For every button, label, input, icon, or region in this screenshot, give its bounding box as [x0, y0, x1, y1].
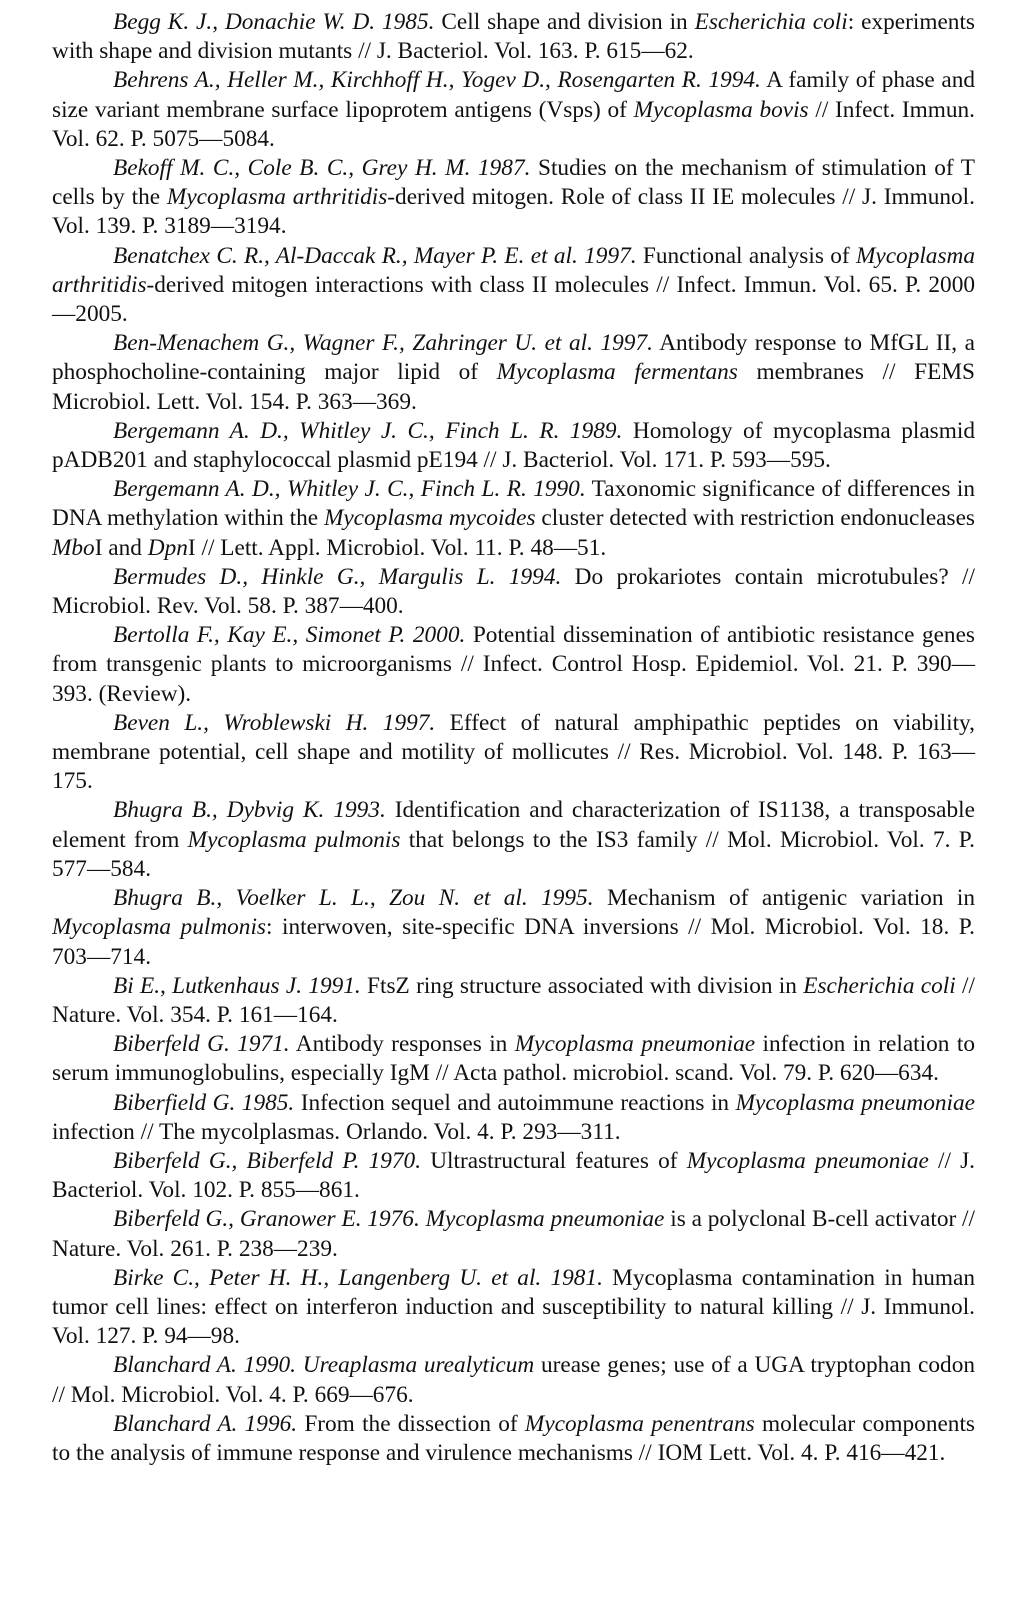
reference-italic-text: Mycoplasma pneumoniae: [686, 1147, 929, 1174]
reference-italic-text: Escherichia coli: [694, 9, 848, 35]
reference-text: Antibody response to MfGL II, a phosphocholine-containing major lipid of: [52, 330, 975, 386]
reference-italic-text: Dpn: [147, 534, 188, 561]
reference-entry: [52, 1147, 975, 1205]
reference-italic-text: Ben-Menachem G., Wagner F., Zahringer U. et al. 1997.: [113, 330, 653, 357]
reference-italic-text: Ureaplasma urealyticum: [302, 1352, 535, 1379]
reference-entry: [52, 1030, 975, 1088]
reference-text: Effect of natural amphipathic peptides on viability, membrane potential, cell shape and motility of mollicutes // Res. Microbiol. Vol. 148. P. 163—175.: [52, 709, 976, 795]
reference-list: [52, 8, 975, 1468]
reference-text: molecular components to the analysis of immune response and virulence mechanisms // IOM Lett. Vol. 4. P. 416—421.: [52, 1410, 975, 1466]
reference-text: Antibody responses in: [289, 1031, 515, 1058]
reference-italic-text: Behrens A., Heller M., Kirchhoff H., Yogev D., Rosengarten R. 1994.: [113, 67, 761, 94]
reference-text: Taxonomic significance of differences in DNA methylation within the: [52, 476, 975, 532]
reference-text: is a polyclonal B-cell activator // Nature. Vol. 261. P. 238—239.: [52, 1206, 976, 1262]
reference-text: membranes // FEMS Microbiol. Lett. Vol. 154. P. 363—369.: [52, 359, 975, 415]
reference-entry: [52, 621, 975, 709]
reference-text: Cell shape and division in: [434, 9, 695, 35]
reference-text: // Infect. Immun. Vol. 62. P. 5075—5084.: [52, 96, 976, 152]
reference-text: A family of phase and size variant membrane surface lipoprotem antigens (Vsps) of: [52, 67, 975, 123]
reference-entry: [52, 709, 975, 797]
reference-text: -derived mitogen. Role of class II IE molecules // J. Immunol. Vol. 139. P. 3189—3194.: [52, 184, 975, 240]
reference-italic-text: Biberfeld G., Biberfeld P. 1970.: [113, 1147, 422, 1174]
reference-italic-text: Mycoplasma pneumoniae: [514, 1031, 756, 1058]
reference-text: : experiments with shape and division mutants // J. Bacteriol. Vol. 163. P. 615—62.: [52, 9, 975, 65]
reference-text: I // Lett. Appl. Microbiol. Vol. 11. P. 48—51.: [187, 534, 607, 561]
reference-italic-text: Mycoplasma arthritidis: [52, 242, 975, 298]
reference-text: infection // The mycolplasmas. Orlando. Vol. 4. P. 293—311.: [52, 1118, 621, 1145]
reference-italic-text: Biberfeld G. 1971.: [113, 1031, 290, 1058]
reference-text: // J. Bacteriol. Vol. 102. P. 855—861.: [52, 1147, 975, 1204]
reference-entry: [52, 417, 975, 475]
reference-text: Identification and characterization of IS1138, a transposable element from: [52, 797, 975, 853]
reference-text: Studies on the mechanism of stimulation of T cells by the: [52, 155, 976, 211]
reference-italic-text: Bermudes D., Hinkle G., Margulis L. 1994.: [113, 563, 562, 590]
reference-text: [296, 1352, 303, 1378]
reference-italic-text: Mbo: [52, 534, 95, 561]
reference-italic-text: Bi E., Lutkenhaus J. 1991.: [113, 972, 361, 999]
reference-entry: [52, 1351, 975, 1409]
reference-italic-text: Beven L., Wroblewski H. 1997.: [113, 709, 436, 736]
reference-italic-text: Mycoplasma arthritidis: [166, 184, 388, 211]
reference-italic-text: Mycoplasma fermentans: [496, 359, 738, 386]
reference-text: Potential dissemination of antibiotic resistance genes from transgenic plants to microorganisms // Infect. Control Hosp. Epidemiol. Vol. 21. P. 390—393. (Review).: [52, 622, 975, 707]
reference-entry: [52, 154, 975, 242]
reference-italic-text: Benatchex C. R., Al-Daccak R., Mayer P. E. et al. 1997.: [113, 242, 637, 269]
reference-italic-text: Mycoplasma pulmonis: [52, 914, 266, 941]
reference-entry: [52, 242, 975, 330]
reference-text: FtsZ ring structure associated with division in: [360, 972, 804, 999]
reference-text: Mechanism of antigenic variation in: [593, 885, 975, 912]
reference-italic-text: Bergemann A. D., Whitley J. C., Finch L. R. 1990.: [113, 476, 586, 503]
reference-italic-text: Biberfield G. 1985.: [113, 1089, 295, 1116]
reference-italic-text: Mycoplasma pulmonis: [187, 826, 401, 853]
reference-entry: [52, 1205, 975, 1263]
reference-italic-text: Blanchard A. 1996.: [113, 1410, 298, 1437]
reference-text: Infection sequel and autoimmune reactions in: [294, 1089, 736, 1116]
reference-italic-text: Mycoplasma penentrans: [524, 1410, 755, 1437]
reference-italic-text: Bhugra B., Voelker L. L., Zou N. et al. 1995.: [113, 885, 594, 912]
reference-italic-text: Mycoplasma mycoides: [323, 505, 536, 532]
reference-italic-text: Begg K. J., Donachie W. D. 1985.: [113, 9, 435, 35]
reference-text: Homology of mycoplasma plasmid pADB201 and staphylococcal plasmid pE194 // J. Bacteriol. Vol. 171. P. 593—595.: [52, 417, 975, 474]
reference-text: // Nature. Vol. 354. P. 161—164.: [52, 972, 975, 1028]
reference-italic-text: Bekoff M. C., Cole B. C., Grey H. M. 1987.: [113, 155, 531, 182]
reference-italic-text: Mycoplasma pneumoniae: [425, 1206, 665, 1233]
reference-italic-text: Bhugra B., Dybvig K. 1993.: [113, 797, 386, 824]
reference-italic-text: Mycoplasma bovis: [633, 96, 809, 123]
reference-italic-text: Bergemann A. D., Whitley J. C., Finch L. R. 1989.: [113, 417, 623, 444]
reference-entry: [52, 1089, 975, 1147]
reference-text: I and: [94, 534, 148, 561]
reference-text: Ultrastructural features of: [421, 1147, 687, 1174]
reference-italic-text: Bertolla F., Kay E., Simonet P. 2000.: [113, 622, 466, 649]
reference-text: : interwoven, site-specific DNA inversions // Mol. Microbiol. Vol. 18. P. 703—714.: [52, 914, 975, 970]
reference-text: urease genes; use of a UGA tryptophan codon // Mol. Microbiol. Vol. 4. P. 669—676.: [52, 1352, 975, 1408]
reference-text: Functional analysis of: [636, 242, 856, 269]
reference-text: Mycoplasma contamination in human tumor cell lines: effect on interferon induction and susceptibility to natural killing // J. Immunol. Vol. 127. P. 94—98.: [52, 1264, 975, 1350]
reference-text: infection in relation to serum immunoglobulins, especially IgM // Acta pathol. microbiol. scand. Vol. 79. P. 620—634.: [52, 1031, 975, 1087]
reference-text: -derived mitogen interactions with class II molecules // Infect. Immun. Vol. 65. P. 2000—2005.: [52, 271, 975, 328]
reference-entry: [52, 475, 975, 563]
reference-italic-text: Biberfeld G., Granower E. 1976.: [113, 1206, 420, 1233]
reference-entry: [52, 972, 975, 1030]
reference-entry: [52, 66, 975, 154]
reference-entry: [52, 884, 975, 972]
reference-entry: [52, 796, 975, 884]
reference-entry: [52, 563, 975, 621]
reference-text: Do prokariotes contain microtubules? // Microbiol. Rev. Vol. 58. P. 387—400.: [52, 563, 975, 620]
reference-italic-text: Blanchard A. 1990.: [113, 1352, 297, 1379]
reference-text: cluster detected with restriction endonucleases: [535, 505, 975, 532]
reference-italic-text: Escherichia coli: [803, 972, 956, 999]
reference-italic-text: Mycoplasma pneumoniae: [735, 1089, 975, 1116]
reference-entry: [52, 8, 975, 66]
reference-entry: [52, 329, 975, 417]
reference-entry: [52, 1264, 975, 1352]
reference-text: From the dissection of: [297, 1410, 525, 1437]
reference-italic-text: Birke C., Peter H. H., Langenberg U. et al. 1981.: [113, 1264, 603, 1291]
reference-entry: [52, 1410, 975, 1468]
reference-text: that belongs to the IS3 family // Mol. Microbiol. Vol. 7. P. 577—584.: [52, 826, 975, 882]
